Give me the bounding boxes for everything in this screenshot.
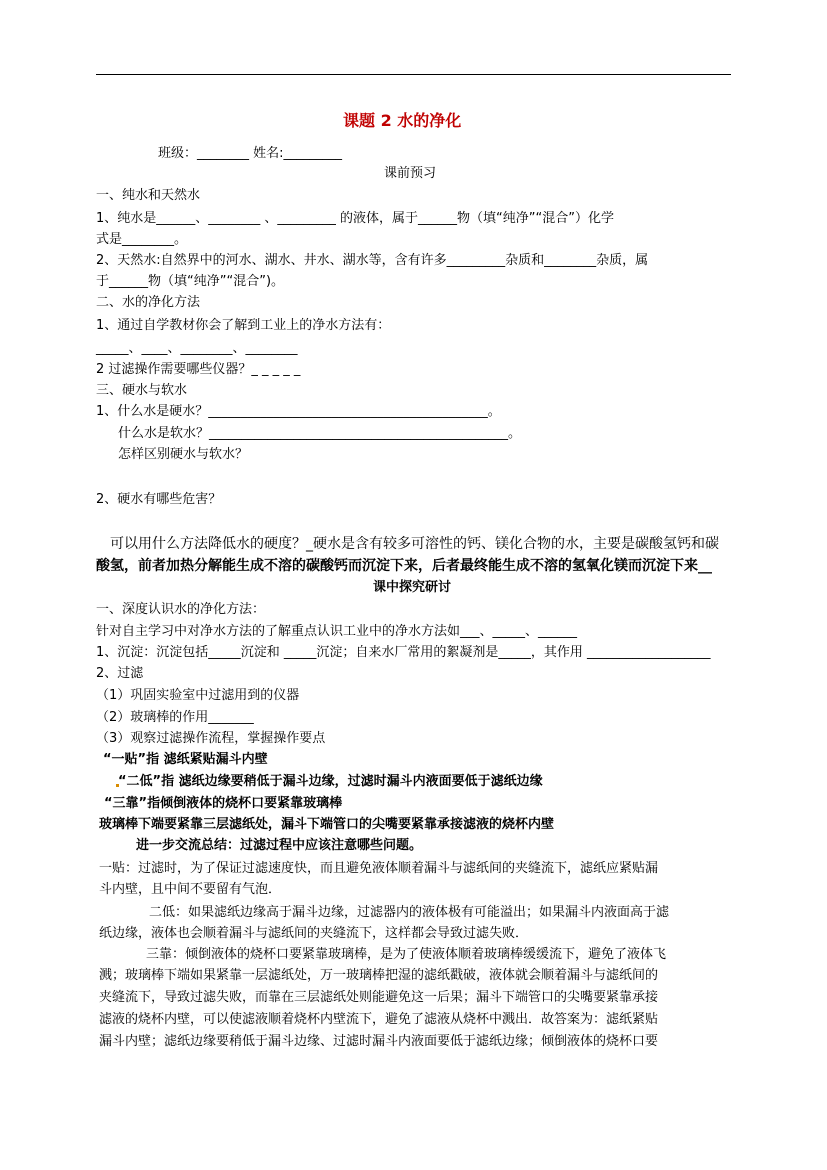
key-point: “一贴”指 滤纸紧贴漏斗内壁 xyxy=(103,752,268,767)
text-line: （1）巩固实验室中过滤用到的仪器 xyxy=(96,688,300,703)
section-subheading: 课中探究研讨 xyxy=(373,580,452,595)
key-point: 进一步交流总结：过滤过程中应该注意哪些问题。 xyxy=(136,838,423,853)
page-title: 课题 2 水的净化 xyxy=(343,111,462,130)
text-line: 2 过滤操作需要哪些仪器？_ _ _ _ _ xyxy=(96,362,301,377)
text-line: 2、天然水:自然界中的河水、湖水、井水、湖水等，含有许多_________杂质和________杂质，属 xyxy=(96,253,649,268)
text-line: （3）观察过滤操作流程，掌握操作要点 xyxy=(96,731,326,746)
text-line: 1、纯水是______、________ 、_________ 的液体，属于______物（填“纯净”“混合”）化学 xyxy=(96,211,614,226)
key-point: “二低”指 滤纸边缘要稍低于漏斗边缘，过滤时漏斗内液面要低于滤纸边缘 xyxy=(118,774,543,789)
text-line: 什么水是软水？______________________________________________。 xyxy=(118,426,522,441)
text-line: _____、____、________、________ xyxy=(96,341,298,356)
text-line: 1、通过自学教材你会了解到工业上的净水方法有： xyxy=(96,318,391,333)
text-line: 酸氢，前者加热分解能生成不溶的碳酸钙而沉淀下来，后者最终能生成不溶的氢氧化镁而沉淀下来__ xyxy=(96,558,712,574)
section-heading: 一、纯水和天然水 xyxy=(96,188,201,203)
section-heading: 三、硬水与软水 xyxy=(96,383,188,398)
text-line: 溅；玻璃棒下端如果紧靠一层滤纸处，万一玻璃棒把湿的滤纸戳破，液体就会顺着漏斗与滤纸间的 xyxy=(99,968,659,983)
section-heading: 二、水的净化方法 xyxy=(96,295,201,310)
text-line: 1、什么水是硬水？___________________________________________。 xyxy=(96,404,501,419)
section-heading: 一、深度认识水的净化方法： xyxy=(96,602,266,617)
preview-heading: 课前预习 xyxy=(384,166,437,181)
text-line: 斗内壁，且中间不要留有气泡． xyxy=(99,882,282,897)
text-line: 可以用什么方法降低水的硬度？_硬水是含有较多可溶性的钙、镁化合物的水，主要是碳酸氢钙和碳 xyxy=(110,536,719,552)
text-line: 式是________。 xyxy=(96,232,188,247)
text-line: 2、硬水有哪些危害？ xyxy=(96,492,222,507)
text-line: （2）玻璃棒的作用_______ xyxy=(96,710,254,725)
text-line: 2、过滤 xyxy=(96,666,144,681)
text-line: 三靠：倾倒液体的烧杯口要紧靠玻璃棒，是为了使液体顺着玻璃棒缓缓流下，避免了液体飞 xyxy=(146,947,667,962)
header-rule xyxy=(96,74,731,75)
class-name-line: 班级：________ 姓名:_________ xyxy=(158,146,343,161)
text-line: 怎样区别硬水与软水？ xyxy=(118,447,249,462)
text-line: 漏斗内壁；滤纸边缘要稍低于漏斗边缘、过滤时漏斗内液面要低于滤纸边缘；倾倒液体的烧杯口要 xyxy=(99,1034,659,1049)
text-line: 滤液的烧杯内壁，可以使滤液顺着烧杯内壁流下，避免了滤液从烧杯中溅出．故答案为：滤纸紧贴 xyxy=(99,1012,659,1027)
text-line: 一贴：过滤时，为了保证过滤速度快，而且避免液体顺着漏斗与滤纸间的夹缝流下，滤纸应紧贴漏 xyxy=(99,861,659,876)
text-line: 针对自主学习中对净水方法的了解重点认识工业中的净水方法如___、_____、______ xyxy=(96,624,578,639)
text-line: 于______物（填“纯净”“混合”)。 xyxy=(96,274,285,289)
key-point: 玻璃棒下端要紧靠三层滤纸处，漏斗下端管口的尖嘴要紧靠承接滤液的烧杯内壁 xyxy=(99,817,555,832)
text-line: 夹缝流下，导致过滤失败，而靠在三层滤纸处则能避免这一后果；漏斗下端管口的尖嘴要紧靠承接 xyxy=(99,990,659,1005)
text-line: 二低：如果滤纸边缘高于漏斗边缘，过滤器内的液体极有可能溢出；如果漏斗内液面高于滤 xyxy=(149,905,670,920)
text-line: 1、沉淀：沉淀包括_____沉淀和 _____沉淀；自来水厂常用的絮凝剂是_____，其作用 ___________________ xyxy=(96,645,711,660)
text-line: 纸边缘，液体也会顺着漏斗与滤纸间的夹缝流下，这样都会导致过滤失败． xyxy=(99,926,529,941)
key-point: “三靠”指倾倒液体的烧杯口要紧靠玻璃棒 xyxy=(104,796,343,811)
